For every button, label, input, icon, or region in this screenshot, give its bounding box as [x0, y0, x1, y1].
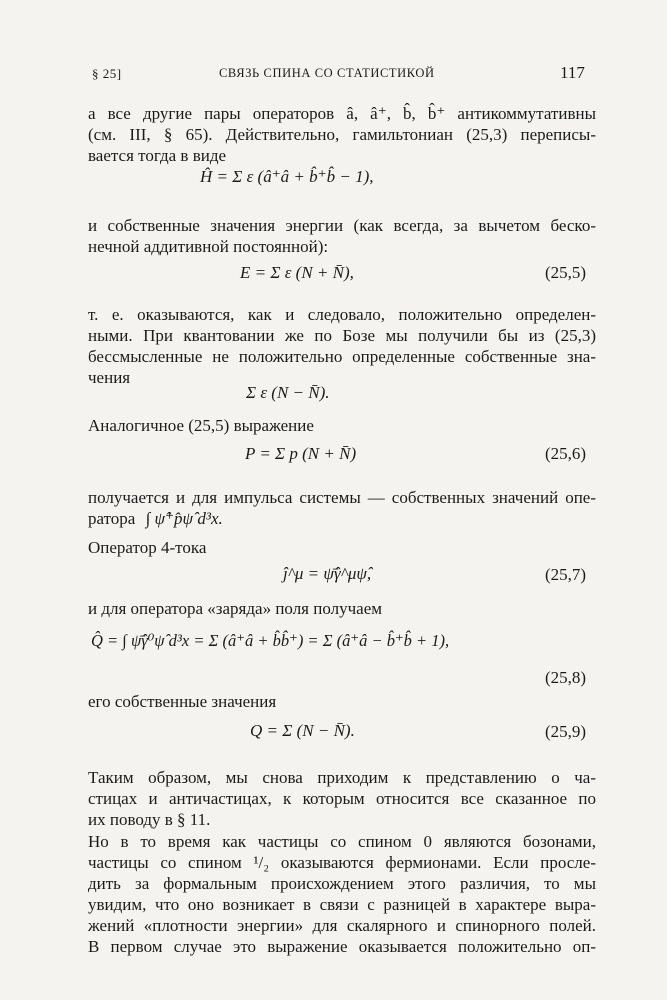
running-title: СВЯЗЬ СПИНА СО СТАТИСТИКОЙ [219, 66, 435, 80]
equation-number-25-5: (25,5) [545, 263, 587, 282]
equation-charge: Q̂ = ∫ ψ̂̄γ⁰ψ̂ d³x = Σ (â⁺â + b̂b̂⁺) = Σ (â⁺â − b̂⁺b̂ + 1), [91, 631, 450, 650]
equation-current: ĵ^μ = ψ̂̄γ^μψ̂, [283, 564, 372, 583]
equation-charge-eigenvalues: Q = Σ (N − N̄). [250, 721, 355, 740]
paragraph-3: т. е. оказываются, как и следовало, положительно определен- ными. При квантовании же по Бозе мы получили бы из (25,3) бессмысленные не положительно определенные собственные зна- чения [88, 305, 596, 387]
equation-number-25-6: (25,6) [545, 444, 587, 463]
paragraph-8: его собственные значения [88, 692, 277, 711]
equation-momentum-operator: ∫ ψ̂⁺p̂ψ̂ d³x. [145, 509, 223, 528]
equation-bose: Σ ε (N − N̄). [246, 383, 330, 402]
paragraph-9: Таким образом, мы снова приходим к представлению о ча- стицах и античастицах, к которым относится все сказанное по их поводу в § 11. [88, 768, 596, 829]
paragraph-1: а все другие пары операторов â, â⁺, b̂, b̂⁺ антикоммутативны (см. III, § 65). Действительно, гамильтониан (25,3) переписы- вается тогда в виде [88, 104, 596, 165]
equation-number-25-7: (25,7) [545, 565, 587, 584]
equation-hamiltonian: Ĥ = Σ ε (â⁺â + b̂⁺b̂ − 1), [200, 167, 374, 186]
equation-number-25-8: (25,8) [545, 668, 587, 687]
equation-momentum: P = Σ p (N + N̄) [245, 444, 357, 463]
paragraph-10: Но в то время как частицы со спином 0 являются бозонами, частицы со спином ¹/₂ оказываются фермионами. Если просле- дить за формальным происхождением этого различия, то мы увидим, что оно возникает в связи с разницей в характере выра- жений «плотности энергии» для скалярного и спинорного полей. В первом случае это выражение оказывается положительно оп- [88, 832, 596, 956]
paragraph-7: и для оператора «заряда» поля получаем [88, 599, 383, 618]
page-number: 117 [560, 63, 585, 82]
paragraph-6: Оператор 4-тока [88, 538, 207, 557]
section-ref: § 25] [92, 66, 122, 81]
paragraph-2: и собственные значения энергии (как всегда, за вычетом беско- нечной аддитивной постоянной): [88, 216, 596, 256]
equation-number-25-9: (25,9) [545, 722, 587, 741]
equation-energy: E = Σ ε (N + N̄), [240, 263, 354, 282]
paragraph-5: получается и для импульса системы — собственных значений опе- ратора ∫ ψ̂⁺p̂ψ̂ d³x. [88, 488, 596, 528]
paragraph-4: Аналогичное (25,5) выражение [88, 416, 314, 435]
